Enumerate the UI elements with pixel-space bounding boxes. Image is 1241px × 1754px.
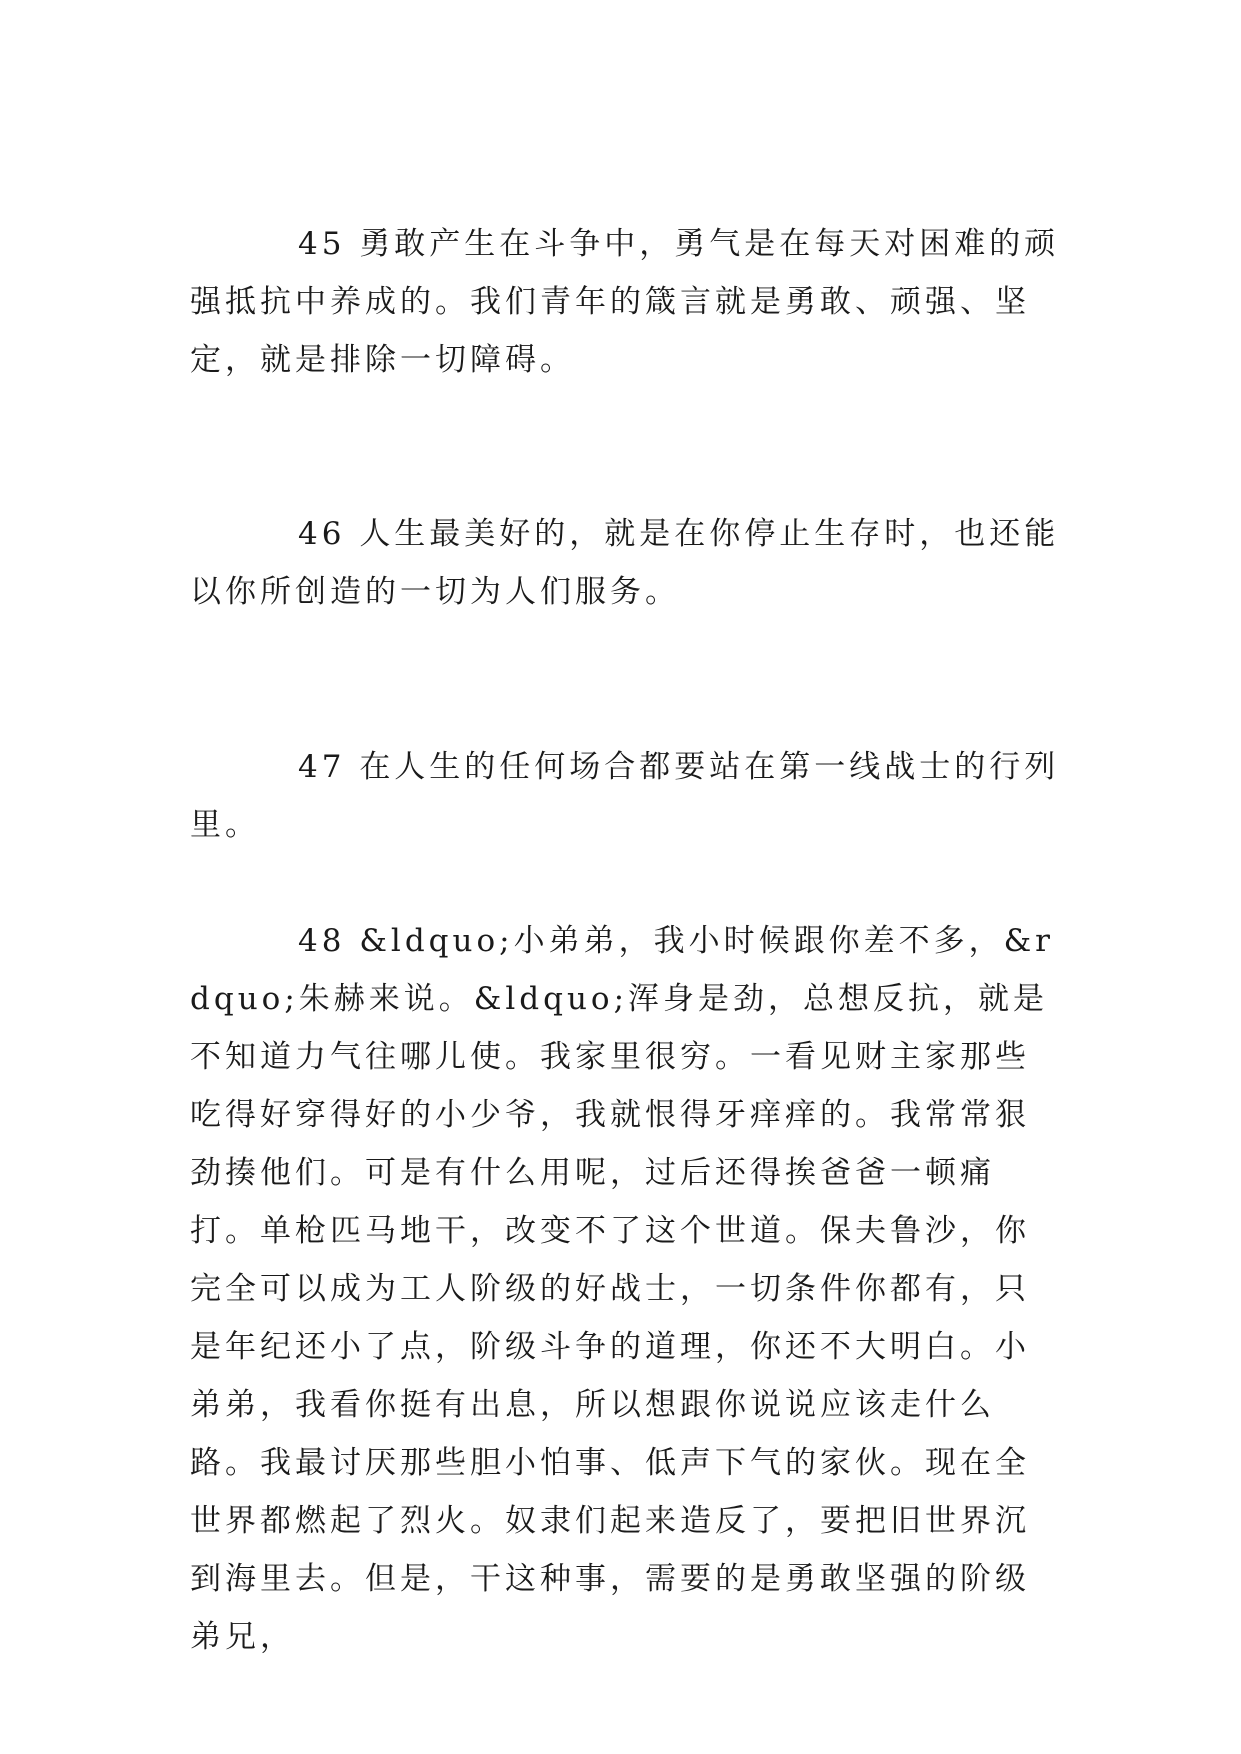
paragraph-text: 在人生的任何场合都要站在第一线战士的行列里。 [190, 749, 1060, 843]
paragraph-number: 48 [298, 923, 346, 959]
paragraph-46 [190, 505, 1060, 621]
paragraph-text: &ldquo;小弟弟，我小时候跟你差不多，&rdquo;朱赫来说。&ldquo;浑身是劲，总想反抗，就是不知道力气往哪儿使。我家里很穷。一看见财主家那些吃得好穿得好的小少爷，我就恨得牙痒痒的。我常常狠劲揍他们。可是有什么用呢，过后还得挨爸爸一顿痛打。单枪匹马地干，改变不了这个世道。保夫鲁沙，你完全可以成为工人阶级的好战士，一切条件你都有，只是年纪还小了点，阶级斗争的道理，你还不大明白。小弟弟，我看你挺有出息，所以想跟你说说应该走什么路。我最讨厌那些胆小怕事、低声下气的家伙。现在全世界都燃起了烈火。奴隶们起来造反了，要把旧世界沉到海里去。但是，干这种事，需要的是勇敢坚强的阶级弟兄， [190, 923, 1054, 1655]
paragraph-45 [190, 215, 1060, 389]
paragraph-text: 勇敢产生在斗争中，勇气是在每天对困难的顽强抵抗中养成的。我们青年的箴言就是勇敢、顽强、坚定，就是排除一切障碍。 [190, 226, 1060, 378]
paragraph-number: 47 [298, 749, 346, 785]
paragraph-text: 人生最美好的，就是在你停止生存时，也还能以你所创造的一切为人们服务。 [190, 516, 1060, 610]
paragraph-48 [190, 912, 1060, 1666]
paragraph-47 [190, 738, 1060, 854]
paragraph-number: 45 [298, 226, 346, 262]
paragraph-number: 46 [298, 516, 346, 552]
